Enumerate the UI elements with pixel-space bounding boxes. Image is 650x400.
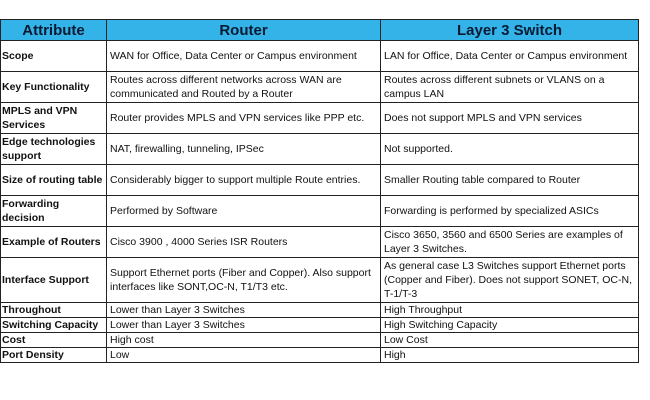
comparison-table: [0, 19, 639, 363]
switch-cell: As general case L3 Switches support Ethernet ports (Copper and Fiber). Does not support SONET, OC-N, T-1/T-3: [381, 258, 639, 303]
switch-cell: Not supported.: [381, 134, 639, 165]
router-cell: Routes across different networks across WAN are communicated and Routed by a Router: [107, 72, 381, 103]
attribute-cell: Scope: [1, 41, 107, 72]
router-cell: Cisco 3900 , 4000 Series ISR Routers: [107, 227, 381, 258]
router-cell: WAN for Office, Data Center or Campus environment: [107, 41, 381, 72]
router-cell: NAT, firewalling, tunneling, IPSec: [107, 134, 381, 165]
table-row: [1, 165, 639, 196]
table-row: [1, 348, 639, 363]
attribute-cell: Cost: [1, 333, 107, 348]
switch-cell: Low Cost: [381, 333, 639, 348]
attribute-cell: MPLS and VPN Services: [1, 103, 107, 134]
header-router: Router: [107, 20, 381, 41]
table-row: [1, 258, 639, 303]
switch-cell: LAN for Office, Data Center or Campus environment: [381, 41, 639, 72]
switch-cell: Cisco 3650, 3560 and 6500 Series are examples of Layer 3 Switches.: [381, 227, 639, 258]
attribute-cell: Port Density: [1, 348, 107, 363]
table-body: [1, 41, 639, 363]
attribute-cell: Example of Routers: [1, 227, 107, 258]
table-row: [1, 318, 639, 333]
switch-cell: Routes across different subnets or VLANS on a campus LAN: [381, 72, 639, 103]
switch-cell: Forwarding is performed by specialized ASICs: [381, 196, 639, 227]
header-layer3-switch: Layer 3 Switch: [381, 20, 639, 41]
router-cell: Lower than Layer 3 Switches: [107, 303, 381, 318]
table-row: [1, 72, 639, 103]
router-cell: Lower than Layer 3 Switches: [107, 318, 381, 333]
switch-cell: Does not support MPLS and VPN services: [381, 103, 639, 134]
table-row: [1, 41, 639, 72]
table-row: [1, 103, 639, 134]
switch-cell: High Throughput: [381, 303, 639, 318]
attribute-cell: Size of routing table: [1, 165, 107, 196]
header-row: [1, 20, 639, 41]
router-cell: Performed by Software: [107, 196, 381, 227]
table-row: [1, 196, 639, 227]
attribute-cell: Edge technologies support: [1, 134, 107, 165]
router-cell: Support Ethernet ports (Fiber and Copper). Also support interfaces like SONT,OC-N, T1/T3 etc.: [107, 258, 381, 303]
header-attribute: Attribute: [1, 20, 107, 41]
switch-cell: High Switching Capacity: [381, 318, 639, 333]
attribute-cell: Interface Support: [1, 258, 107, 303]
router-cell: Considerably bigger to support multiple Route entries.: [107, 165, 381, 196]
attribute-cell: Switching Capacity: [1, 318, 107, 333]
switch-cell: Smaller Routing table compared to Router: [381, 165, 639, 196]
attribute-cell: Throughout: [1, 303, 107, 318]
switch-cell: High: [381, 348, 639, 363]
table-row: [1, 134, 639, 165]
table-row: [1, 303, 639, 318]
router-cell: High cost: [107, 333, 381, 348]
table-header: [1, 20, 639, 41]
attribute-cell: Key Functionality: [1, 72, 107, 103]
attribute-cell: Forwarding decision: [1, 196, 107, 227]
table-row: [1, 333, 639, 348]
table-row: [1, 227, 639, 258]
router-cell: Low: [107, 348, 381, 363]
router-cell: Router provides MPLS and VPN services like PPP etc.: [107, 103, 381, 134]
